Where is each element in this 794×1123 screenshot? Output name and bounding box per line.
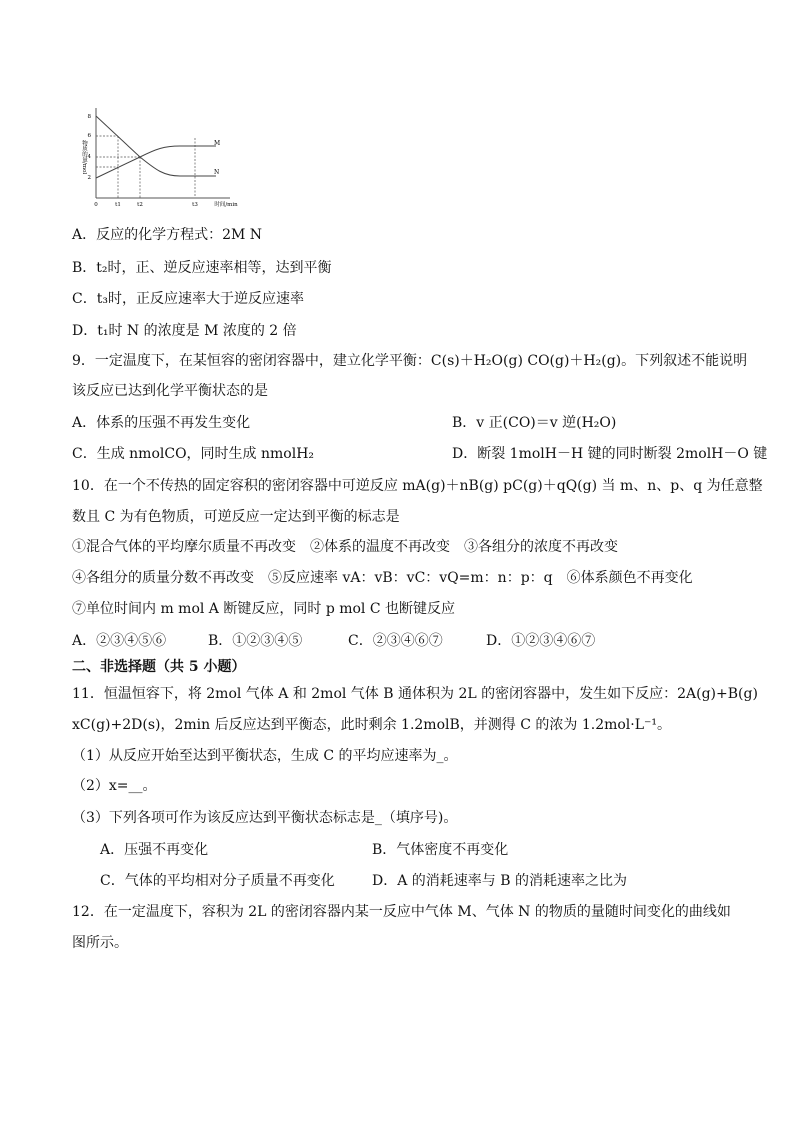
q9-option-a: A．体系的压强不再发生变化 (72, 415, 251, 431)
section-heading: 二、非选择题（共 5 小题） (72, 659, 246, 675)
q11-option-d: D．A 的消耗速率与 B 的消耗速率之比为 (372, 873, 627, 889)
q11-options-row1 (100, 840, 700, 860)
q9-option-c: C．生成 nmolCO，同时生成 nmolH₂ (72, 446, 315, 462)
q11-part3: （3）下列各项可作为该反应达到平衡状态标志是_（填序号)。 (72, 810, 458, 826)
q8-option-d: D．t₁时 N 的浓度是 M 浓度的 2 倍 (72, 323, 297, 339)
q9-option-d: D．断裂 1molH－H 键的同时断裂 2molH－O 键 (452, 446, 768, 462)
q11-options-row2 (100, 871, 700, 891)
q10-option-a: A．②③④⑤⑥ (72, 633, 167, 649)
q11-stem-line2: xC(g)+2D(s)，2min 后反应达到平衡态，此时剩余 1.2molB，并测得 C 的浓为 1.2mol·L⁻¹。 (72, 717, 672, 733)
q11-part2: （2）x=__。 (72, 778, 157, 794)
y-tick-6: 6 (87, 133, 91, 139)
y-tick-8: 8 (87, 114, 91, 120)
y-tick-4: 4 (87, 154, 91, 160)
q12-stem-line2: 图所示。 (72, 935, 128, 951)
x-tick-t3: t3 (192, 202, 198, 208)
q9-option-b: B．v 正(CO)＝v 逆(H₂O) (452, 415, 617, 431)
x-tick-0: 0 (94, 202, 98, 208)
q9-stem-line2: 该反应已达到化学平衡状态的是 (72, 383, 268, 399)
x-tick-t2: t2 (137, 202, 143, 208)
guide-lines (96, 136, 195, 198)
q11-option-b: B．气体密度不再变化 (372, 842, 509, 858)
curve-label-M: M (214, 140, 221, 147)
q10-statements-line2: ④各组分的质量分数不再改变 ⑤反应速率 vA：vB：vC：vQ=m：n：p：q ⑥体系颜色不再变化 (72, 570, 693, 586)
q11-option-a: A．压强不再变化 (100, 842, 209, 858)
q10-option-d: D．①②③④⑥⑦ (486, 633, 596, 649)
q8-option-a: A．反应的化学方程式：2M N (72, 227, 263, 243)
q9-options-row2 (72, 444, 768, 464)
y-tick-2: 2 (87, 175, 91, 181)
concentration-time-graph (80, 100, 240, 212)
q10-stem-line2: 数且 C 为有色物质，可逆反应一定达到平衡的标志是 (72, 509, 400, 525)
q8-option-b: B．t₂时，正、逆反应速率相等，达到平衡 (72, 260, 332, 276)
q12-stem-line1: 12．在一定温度下，容积为 2L 的密闭容器内某一反应中气体 M、气体 N 的物质的量随时间变化的曲线如 (72, 904, 731, 920)
q11-option-c: C．气体的平均相对分子质量不再变化 (100, 873, 335, 889)
q10-statements-line3: ⑦单位时间内 m mol A 断键反应，同时 p mol C 也断键反应 (72, 601, 456, 617)
curve-label-N: N (214, 169, 220, 176)
y-axis-label: 物质的量/mol (81, 140, 87, 175)
q10-statements-line1: ①混合气体的平均摩尔质量不再改变 ②体系的温度不再改变 ③各组分的浓度不再改变 (72, 539, 618, 555)
q9-options-row1 (72, 413, 722, 433)
q10-option-b: B．①②③④⑤ (208, 633, 303, 649)
x-axis-label: 时间/min (214, 202, 238, 208)
q11-stem-line1: 11．恒温恒容下，将 2mol 气体 A 和 2mol 气体 B 通体积为 2L 的密闭容器中，发生如下反应：2A(g)+B(g) (72, 686, 758, 702)
q8-option-c: C．t₃时，正反应速率大于逆反应速率 (72, 291, 304, 307)
curve-M (96, 146, 216, 178)
q11-part1: （1）从反应开始至达到平衡状态，生成 C 的平均应速率为_。 (72, 748, 458, 764)
q10-stem-line1: 10．在一个不传热的固定容积的密闭容器中可逆反应 mA(g)＋nB(g) pC(g)＋qQ(g) 当 m、n、p、q 为任意整 (72, 478, 763, 494)
q9-stem-line1: 9．一定温度下，在某恒容的密闭容器中，建立化学平衡：C(s)＋H₂O(g) CO(g)＋H₂(g)。下列叙述不能说明 (72, 353, 748, 369)
q10-option-c: C．②③④⑥⑦ (348, 633, 443, 649)
x-tick-t1: t1 (115, 202, 121, 208)
